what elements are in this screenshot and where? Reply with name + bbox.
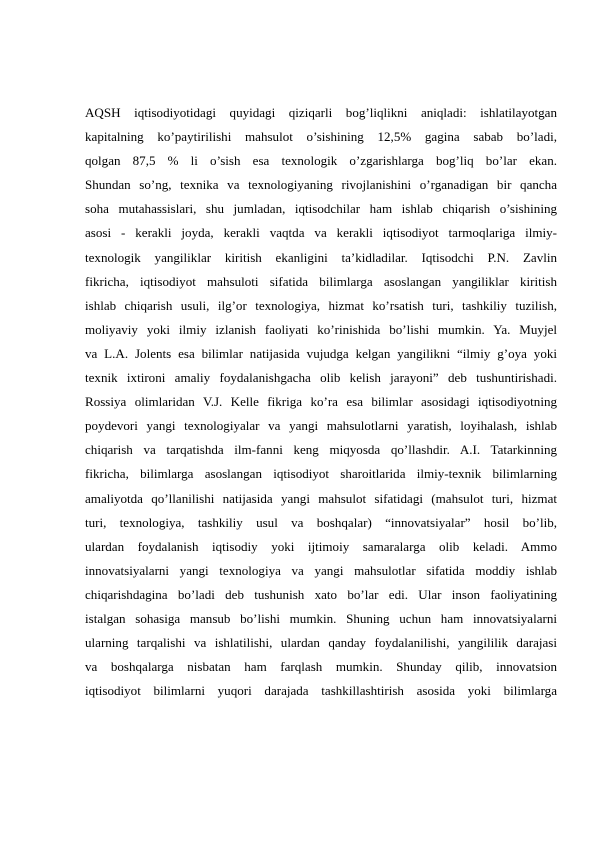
text-line: istalgan sohasiga mansub bo’lishi mumkin. Shuning uchun ham innovatsiyalarni [85,610,557,626]
text-line: va boshqalarga nisbatan ham farqlash mumkin. Shunday qilib, innovatsion [85,659,557,675]
text-line: fikricha, iqtisodiyot mahsuloti sifatida bilimlarga asoslangan yangiliklar kiritish [85,273,557,289]
text-line: Rossiya olimlaridan V.J. Kelle fikriga ko’ra esa bilimlar asosidagi iqtisodiyotning [85,394,557,410]
text-line: chiqarish va tarqatishda ilm-fanni keng miqyosda qo’llashdir. A.I. Tatarkinning [85,442,557,458]
text-line: chiqarishdagina bo’ladi deb tushunish xato bo’lar edi. Ular inson faoliyatining [85,586,557,602]
text-line: turi, texnologiya, tashkiliy usul va boshqalar) “innovatsiyalar” hosil bo’lib, [85,514,557,530]
text-line: amaliyotda qo’llanilishi natijasida yangi mahsulot sifatidagi (mahsulot turi, hizmat [85,490,557,506]
text-line: qolgan 87,5 % li o’sish esa texnologik o’zgarishlarga bog’liq bo’lar ekan. [85,153,557,169]
text-line: ulardan foydalanish iqtisodiy yoki ijtimoiy samaralarga olib keladi. Ammo [85,538,557,554]
text-line: fikricha, bilimlarga asoslangan iqtisodiyot sharoitlarida ilmiy-texnik bilimlarning [85,466,557,482]
text-line: kapitalning ko’paytirilishi mahsulot o’sishining 12,5% gagina sabab bo’ladi, [85,129,557,145]
text-line: Shundan so’ng, texnika va texnologiyaning rivojlanishini o’rganadigan bir qancha [85,177,557,193]
text-line: asosi - kerakli joyda, kerakli vaqtda va kerakli iqtisodiyot tarmoqlariga ilmiy- [85,225,557,241]
text-line: texnik ixtironi amaliy foydalanishgacha olib kelish jarayoni” deb tushuntirishadi. [85,370,557,386]
text-line: va L.A. Jolents esa bilimlar natijasida vujudga kelgan yangilikni “ilmiy g’oya yoki [85,345,557,361]
text-line: ularning tarqalishi va ishlatilishi, ulardan qanday foydalanilishi, yangililik darajasi [85,635,557,651]
text-line: iqtisodiyot bilimlarni yuqori darajada tashkillashtirish asosida yoki bilimlarga [85,683,557,699]
text-line: texnologik yangiliklar kiritish ekanligini ta’kidladilar. Iqtisodchi P.N. Zavlin [85,249,557,265]
text-line: soha mutahassislari, shu jumladan, iqtisodchilar ham ishlab chiqarish o’sishining [85,201,557,217]
text-line: AQSH iqtisodiyotidagi quyidagi qiziqarli bog’liqlikni aniqladi: ishlatilayotgan [85,105,557,120]
text-line: moliyaviy yoki ilmiy izlanish faoliyati ko’rinishida bo’lishi mumkin. Ya. Muyjel [85,321,557,337]
text-line: poydevori yangi texnologiyalar va yangi mahsulotlarni yaratish, loyihalash, ishlab [85,418,557,434]
text-line: ishlab chiqarish usuli, ilg’or texnologiya, hizmat ko’rsatish turi, tashkiliy tuzilish, [85,297,557,313]
text-line: innovatsiyalarni yangi texnologiya va yangi mahsulotlar sifatida moddiy ishlab [85,562,557,578]
body-text [85,101,557,703]
